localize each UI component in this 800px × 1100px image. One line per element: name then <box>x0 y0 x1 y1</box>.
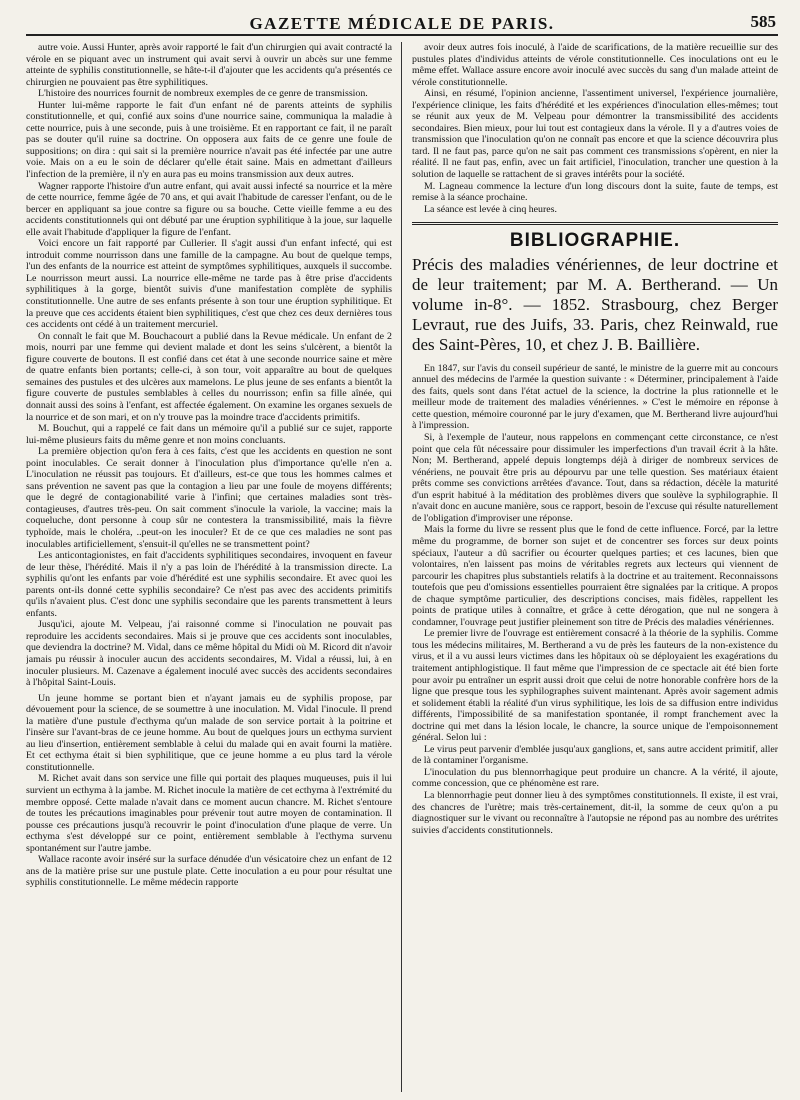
paragraph: Si, à l'exemple de l'auteur, nous rappelons en commençant cette circonstance, ce n'est point que cela fût nécessaire pour dissimuler les imperfections d'un travail écrit à la hâte. Non; M. Bertherand, appelé depuis longtemps déjà à diriger de nombreux services de vénériens, ne pouvait être pris au dépourvu par une telle question. Ses matériaux étaient prêts comme ses convictions arrêtées d'avance. Tout, dans sa rédaction, décèle la maturité d'un esprit habitué à la méditation des problèmes divers que soulève la syphilographie. Il n'avait donc en aucune manière, sous ce rapport, besoin de l'excuse qui résulte naturellement de l'obligation d'improviser une réponse. <box>412 432 778 524</box>
journal-title: GAZETTE MÉDICALE DE PARIS. <box>249 14 555 33</box>
paragraph: Wallace raconte avoir inséré sur la surface dénudée d'un vésicatoire chez un enfant de 12 ans de la matière prise sur une pustule plate. Cette inoculation a eu pour pour résultat une syphilis constitutionnelle. Le même médecin rapporte <box>26 854 392 889</box>
page-number: 585 <box>750 12 776 31</box>
paragraph: autre voie. Aussi Hunter, après avoir rapporté le fait d'un chirurgien qui avait contracté la vérole en se piquant avec un instrument qui avait servi à ouvrir un abcès sur une femme atteinte de syphilis constitutionnelle, se hâte-t-il d'ajouter que les accidents qu'a présentés ce chirurgien ne pouvaient pas être syphilitiques. <box>26 42 392 88</box>
paragraph: L'histoire des nourrices fournit de nombreux exemples de ce genre de transmission. <box>38 88 368 100</box>
paragraph: Le premier livre de l'ouvrage est entièrement consacré à la théorie de la syphilis. Comme tous les médecins militaires, M. Bertherand a vu de près les fauteurs de la non-existence du virus, et il a vu aussi leurs victimes dans les hôpitaux où se déployaient les exagérations du traitement antiphlogistique. Il faut même que l'impression de ce spectacle ait été bien forte pour avoir pu entraîner un esprit aussi droit que celui de notre honorable confrère hors de la ligne que presque tous les syphilographes suivent maintenant. Après avoir sagement admis et solidement établi la réalité d'un virus syphilitique, les lois de sa diffusion entre individus différents, l'impossibilité de sa manifestation spontanée, il rompt franchement avec la doctrine qui met dans la lésion locale, le chancre, la source unique de l'empoisonnement général. Selon lui : <box>412 628 778 744</box>
paragraph: Hunter lui-même rapporte le fait d'un enfant né de parents atteints de syphilis constitutionnelle, et qui, confié aux soins d'une nourrice saine, communiqua la maladie à cette nourrice, puis à une seconde, puis à une troisième. Et en rapportant ce fait, il ne paraît pas se douter qu'il ruine sa doctrine. On opposera aux faits de ce genre une foule de suppositions; on dira : qui sait si la première nourrice n'avait pas été infectée par une autre voie. Mais on a eu le soin de déclarer qu'elle était saine. Mais en admettant d'ailleurs l'infection de la première, il n'y en aura pas eu moins transmission aux deux autres. <box>26 99 392 181</box>
paragraph: Un jeune homme se portant bien et n'ayant jamais eu de syphilis propose, par dévouement pour la science, de se soumettre à une inoculation. M. Vidal l'inocule. Il prend la matière d'une pustule d'ecthyma qu'un malade de son service portait à la poitrine et l'insère sur l'avant-bras de ce jeune homme. Au bout de quelques jours un ecthyma survient au lieu d'insertion, entièrement semblable à celui du malade qui en avait fourni la matière. Et cet ecthyma était si bien syphilitique, que ce jeune homme a eu plus tard la vérole constitutionnelle. <box>26 692 392 773</box>
page-header <box>26 8 778 36</box>
paragraph: M. Richet avait dans son service une fille qui portait des plaques muqueuses, puis il lui survient un ecthyma à la jambe. M. Richet inocule la matière de cet ecthyma à l'extrémité du membre opposé. Cette malade n'avait dans ce moment aucun chancre. M. Richet s'entoure de toutes les précautions imaginables pour prévenir tout autre moyen de contamination. Il pousse ces précautions jusqu'à recouvrir le point d'inoculation d'une plaque de verre. Un ecthyma s'est développé sur ce point, entièrement semblable à l'ecthyma survenu spontanément sur l'autre jambe. <box>26 773 392 854</box>
paragraph: Jusqu'ici, ajoute M. Velpeau, j'ai raisonné comme si l'inoculation ne pouvait pas reproduire les accidents secondaires. Mais si je prouve que ces accidents sont inoculables, que deviendra la doctrine? M. Vidal, dans ce même hôpital du Midi où M. Ricord dit n'avoir jamais pu réussir à inoculer aucun des accidents secondaires, M. Vidal a réussi, lui, à en inoculer plusieurs. M. Cazenave a également inoculé avec succès des accidents secondaires à l'hôpital Saint-Louis. <box>26 619 392 689</box>
paragraph: On connaît le fait que M. Bouchacourt a publié dans la Revue médicale. Un enfant de 2 mois, nourri par une femme qui devient malade et dont les seins s'ulcèrent, a bientôt la figure couverte de boutons. Il est confié dans cet état à une seconde nourrice saine et mère de quatre enfants bien portants; celle-ci, à son tour, voit apparaître au bout de quelques semaines des pustules et des ulcères aux mamelons. Le plus jeune de ses enfants a bientôt la figure couverte de pustules semblables à celles du nourrisson; enfin sa fille aînée, qui donnait aussi des soins à l'enfant, est affectée également. On examine les organes sexuels de la nourrice et de son mari, et on n'y trouve pas la moindre trace d'accidents primitifs. <box>26 330 392 423</box>
paragraph: M. Lagneau commence la lecture d'un long discours dont la suite, faute de temps, est remise à la séance prochaine. <box>412 180 778 204</box>
section-divider <box>412 222 778 225</box>
right-column <box>402 42 778 1092</box>
paragraph: La séance est levée à cinq heures. <box>424 203 557 215</box>
paragraph: En 1847, sur l'avis du conseil supérieur de santé, le ministre de la guerre mit au concours annuel des médecins de l'armée la question suivante : « Déterminer, principalement à l'aide des faits, quels sont dans l'état actuel de la science, la doctrine la plus rationnelle et le meilleur mode de traitement des maladies vénériennes. » C'est le mémoire en réponse à cette question, mémoire couronné par le jury d'examen, que M. Bertherand livre aujourd'hui à l'impression. <box>412 362 778 432</box>
left-column <box>26 42 402 1092</box>
paragraph: La blennorrhagie peut donner lieu à des symptômes constitutionnels. Il existe, il est vrai, des chancres de l'urètre; mais très-certainement, dit-il, la somme de ceux qu'on a pu diagnostiquer sur le vivant ou reconnaître à l'autopsie ne répond pas au nombre des urétrites suivies d'accidents constitutionnels. <box>412 789 778 836</box>
columns <box>26 42 778 1092</box>
paragraph: L'inoculation du pus blennorrhagique peut produire un chancre. A la vérité, il ajoute, comme concession, que ce phénomène est rare. <box>412 766 778 790</box>
paragraph: Le virus peut parvenir d'emblée jusqu'aux ganglions, et, sans autre accident primitif, aller de là contaminer l'organisme. <box>412 743 778 767</box>
paragraph: Wagner rapporte l'histoire d'un autre enfant, qui avait aussi infecté sa nourrice et la mère de cette nourrice, femme âgée de 70 ans, et qui avait l'habitude de caresser l'enfant, ou de le bercer en appliquant sa joue contre sa figure ou sa bouche. Cette vieille femme a eu des accidents constitutionnels qui ont débuté par une éruption syphilitique à la joue, sur laquelle elle avait l'habitude d'appliquer la figure de l'enfant. <box>26 180 392 238</box>
book-entry: Précis des maladies vénériennes, de leur doctrine et de leur traitement; par M. A. Bertherand. — Un volume in-8°. — 1852. Strasbourg, chez Berger Levraut, rue des Juifs, 33. Paris, chez Reinwald, rue des Saint-Pères, 10, et chez J. B. Baillière. <box>412 254 778 354</box>
paragraph: Mais la forme du livre se ressent plus que le fond de cette influence. Forcé, par la lettre même du programme, de borner son sujet et de concentrer ses forces sur deux points spéciaux, l'auteur a dû sacrifier ou écourter quelques parties; et ces lacunes, bien que volontaires, n'en laissent pas moins de véritables regrets aux lecteurs qui viennent de parcourir les chapitres plus substantiels relatifs à la doctrine et au traitement. Reconnaissons toutefois que peu d'omissions essentielles pourraient être signalées par la critique. A propos de chaque symptôme particulier, des descriptions concises, mais fidèles, rappellent les points de pratique utiles à connaître, et grâce à cette dérogation, que nul ne songera à condamner, l'ouvrage peut justifier pleinement son titre de Précis des maladies vénériennes. <box>412 524 778 628</box>
paragraph: avoir deux autres fois inoculé, à l'aide de scarifications, de la matière recueillie sur des pustules plates d'individus atteints de vérole constitutionnelle. Ces inoculations ont eu le même effet. Wallace assure encore avoir inoculé avec succès du sang d'un malade atteint de vérole constitutionnelle. <box>412 42 778 88</box>
paragraph: M. Bouchut, qui a rappelé ce fait dans un mémoire qu'il a publié sur ce sujet, rapporte lui-même plusieurs faits du même genre et non moins concluants. <box>26 423 392 446</box>
paragraph: La première objection qu'on fera à ces faits, c'est que les accidents en question ne sont point inoculables. Ce serait donner à l'inoculation plus d'importance qu'elle n'en a. L'inoculation ne réussit pas toujours. Et d'ailleurs, est-ce que tous les hommes calmes et sans prévention ne savent pas que la contagion a lieu par une foule de moyens différents; que le degré de contagionabilité varie à l'infini; que certaines maladies sont très-contagieuses, d'autres très-peu. On sait comment s'inocule la variole, la vaccine; mais la coqueluche, dont personne à coup sûr ne contestera la transmissibilité, mais la fièvre typhoïde, mais le choléra, ..peut-on les inoculer? Et de ce que ces maladies ne sont pas inoculables artificiellement, s'ensuit-il qu'elles ne se transmettent point? <box>26 446 392 550</box>
paragraph: Voici encore un fait rapporté par Cullerier. Il s'agit aussi d'un enfant infecté, qui est introduit comme nourrisson dans une famille de la campagne. Au bout de quelque temps, l'un des enfants de la nourrice est atteint de symptômes syphilitiques, auxquels il succombe. Le nourrisson meurt aussi. La nourrice elle-même ne tarde pas à être prise d'accidents syphilitiques à la gorge, bientôt suivis d'une manifestation complète de syphilis constitutionnelle. Une autre de ses enfants présente à son tour une éruption syphilitique. Et la preuve que ces accidents étaient bien syphilitiques, c'est que chez ces deux dernières tous ces accidents ont cédé à un traitement mercuriel. <box>26 238 392 331</box>
paragraph: Ainsi, en résumé, l'opinion ancienne, l'assentiment universel, l'expérience journalière, l'expérience clinique, les faits d'hérédité et les expériences d'inoculation elles-mêmes; tout se réunit aux yeux de M. Velpeau pour démontrer la transmissibilité des accidents secondaires. Bien mieux, pour lui tout est contagieux dans la vérole. Il y a d'autres voies de transmission que l'inoculation qu'on ne connaît pas encore et que la science découvrira plus tard. Il ne faut pas, parce qu'on ne sait pas comment ces transmissions s'opèrent, en nier la réalité. Il ne faut pas, enfin, avec un fait artificiel, l'inoculation, trancher une question à la solution de laquelle se rattachent de si graves intérêts pour la société. <box>412 88 778 181</box>
paragraph: Les anticontagionistes, en fait d'accidents syphilitiques secondaires, invoquent en faveur de leur thèse, l'hérédité. Mais il n'y a pas loin de l'hérédité à la transmission directe. La syphilis qu'ont les enfants par voie d'hérédité est une syphilis secondaire. Et avec quoi les parents ont-ils donné cette syphilis secondaire? Ce n'est pas avec des accidents primitifs qu'ils n'avaient plus. C'est donc une syphilis secondaire que les parents transmettent à leurs enfants. <box>26 550 392 619</box>
section-title: BIBLIOGRAPHIE. <box>509 230 681 252</box>
